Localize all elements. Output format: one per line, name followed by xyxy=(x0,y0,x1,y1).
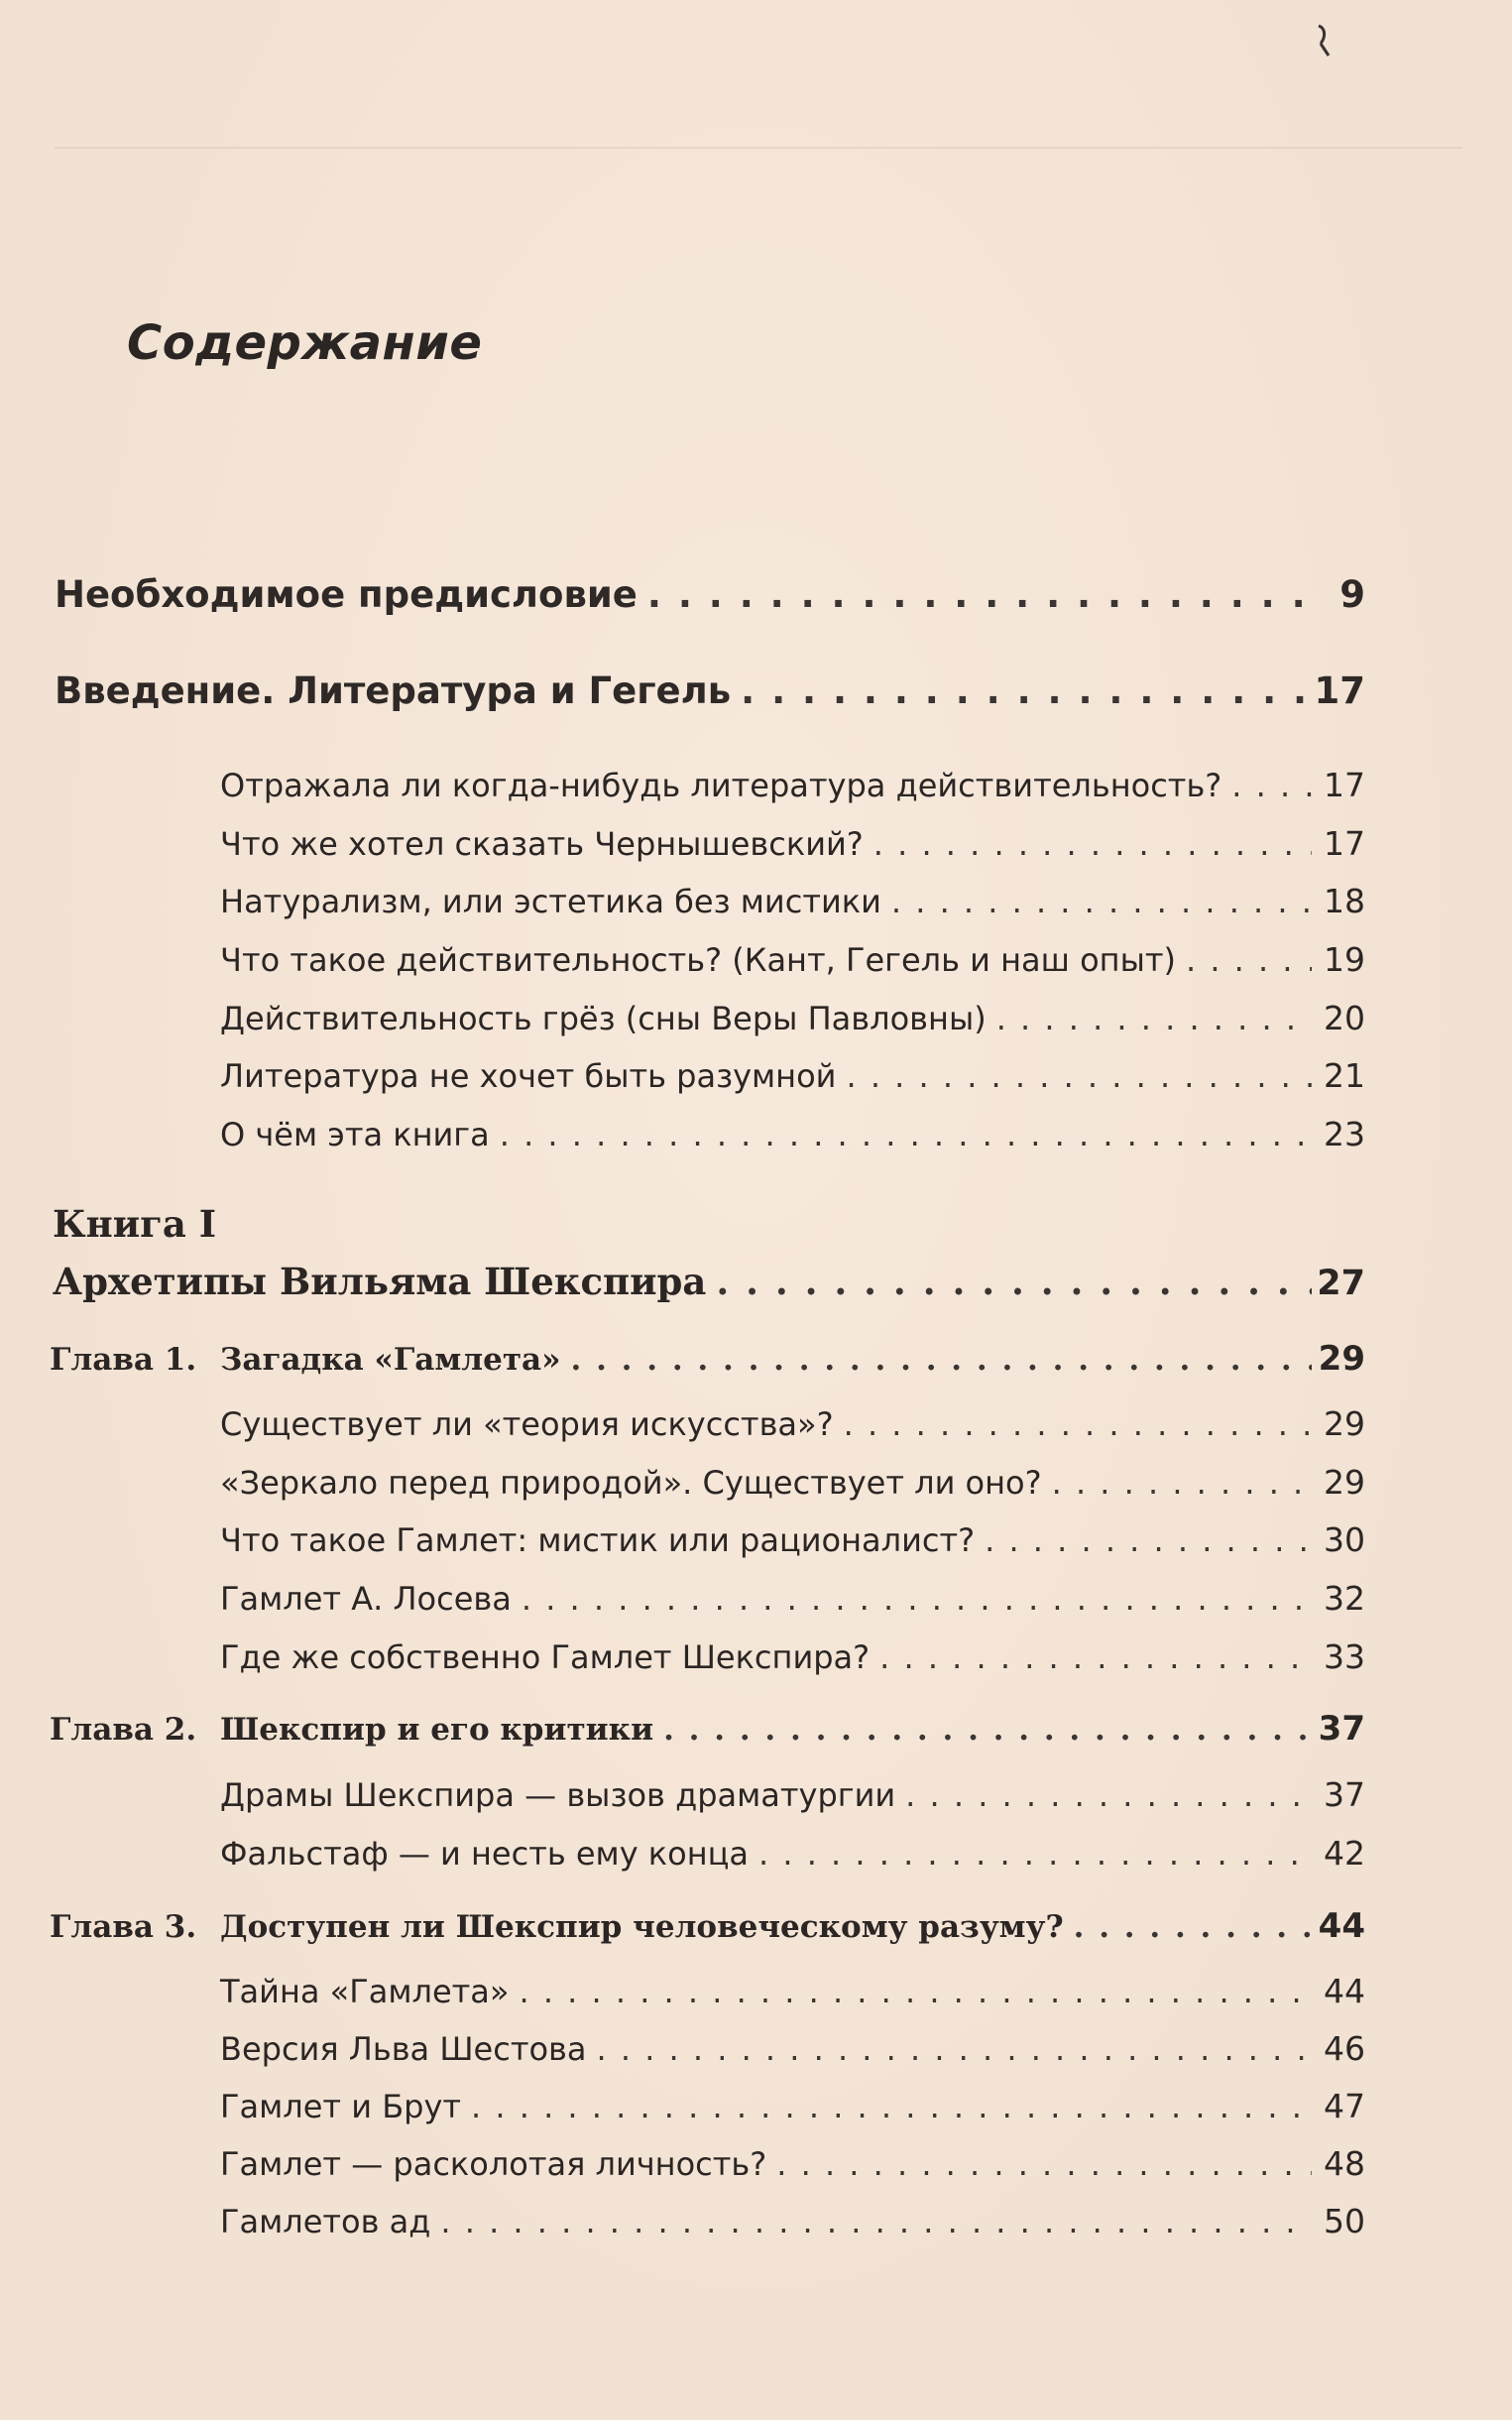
leader-dots xyxy=(647,573,1312,616)
toc-page-number: 9 xyxy=(1339,573,1365,616)
toc-subentry[interactable] xyxy=(220,2029,1365,2068)
toc-subentry[interactable] xyxy=(220,766,1365,804)
leader-dots xyxy=(571,1342,1313,1378)
toc-page-number: 50 xyxy=(1324,2202,1365,2240)
toc-page-number: 17 xyxy=(1324,824,1365,863)
leader-dots xyxy=(663,1712,1312,1748)
chapter-title: Шекспир и его критики xyxy=(220,1712,654,1748)
toc-page-number: 33 xyxy=(1324,1637,1365,1676)
toc-subentry[interactable] xyxy=(220,999,1365,1037)
toc-subentry[interactable] xyxy=(220,1579,1365,1618)
leader-dots xyxy=(985,1521,1312,1559)
toc-subentry[interactable] xyxy=(220,1056,1365,1095)
leader-dots xyxy=(844,1405,1312,1443)
leader-dots xyxy=(776,2145,1312,2183)
toc-page-number: 47 xyxy=(1324,2087,1365,2125)
book-label: Книга I xyxy=(53,1202,217,1246)
toc-page-number: 23 xyxy=(1324,1115,1365,1153)
toc-entry-book-title[interactable] xyxy=(53,1260,1365,1303)
chapter-title: Доступен ли Шекспир человеческому разуму? xyxy=(220,1909,1064,1945)
toc-page-number: 37 xyxy=(1324,1775,1365,1814)
toc-page-number: 29 xyxy=(1324,1463,1365,1502)
toc-entry-title: Существует ли «теория искусства»? xyxy=(220,1405,834,1443)
toc-entry-title: Гамлет — расколотая личность? xyxy=(220,2145,767,2183)
toc-entry-title: Введение. Литература и Гегель xyxy=(55,669,732,712)
toc-entry-title: Необходимое предисловие xyxy=(55,573,638,616)
toc-subentry[interactable] xyxy=(220,882,1365,920)
toc-page-number: 46 xyxy=(1324,2029,1365,2068)
toc-entry-title: Гамлет и Брут xyxy=(220,2088,462,2125)
toc-entry-title: Архетипы Вильяма Шекспира xyxy=(53,1260,707,1303)
toc-chapter[interactable] xyxy=(50,1339,1365,1379)
toc-entry-title: Отражала ли когда-нибудь литература действительность? xyxy=(220,767,1222,804)
toc-page-number: 21 xyxy=(1324,1056,1365,1095)
toc-entry-title: Натурализм, или эстетика без мистики xyxy=(220,883,881,920)
toc-entry-title: Гамлетов ад xyxy=(220,2203,431,2240)
toc-entry-title: Версия Льва Шестова xyxy=(220,2030,587,2068)
toc-entry-title: Драмы Шекспира — вызов драматургии xyxy=(220,1776,896,1814)
toc-entry-title: Фальстаф — и несть ему конца xyxy=(220,1835,750,1873)
leader-dots xyxy=(846,1057,1312,1095)
toc-page-number: 37 xyxy=(1318,1709,1365,1749)
toc-page-number: 44 xyxy=(1318,1906,1365,1946)
leader-dots xyxy=(716,1260,1312,1303)
toc-subentry[interactable] xyxy=(220,1834,1365,1873)
leader-dots xyxy=(879,1638,1312,1676)
chapter-title: Загадка «Гамлета» xyxy=(220,1342,561,1378)
leader-dots xyxy=(905,1776,1312,1814)
toc-subentry[interactable] xyxy=(220,1637,1365,1676)
toc-subentry[interactable] xyxy=(220,2087,1365,2125)
leader-dots xyxy=(471,2088,1312,2125)
page-title: Содержание xyxy=(127,315,483,371)
toc-page-number: 20 xyxy=(1324,999,1365,1037)
toc-page-number: 29 xyxy=(1318,1339,1365,1379)
toc-entry-title: Гамлет А. Лосева xyxy=(220,1580,512,1618)
toc-entry-title: «Зеркало перед природой». Существует ли оно? xyxy=(220,1464,1042,1502)
toc-entry-title: Действительность грёз (сны Веры Павловны) xyxy=(220,1000,987,1037)
toc-page-number: 17 xyxy=(1324,766,1365,804)
toc-entry-title: Литература не хочет быть разумной xyxy=(220,1057,837,1095)
leader-dots xyxy=(1052,1464,1312,1502)
toc-entry-introduction[interactable] xyxy=(55,669,1365,712)
toc-page-number: 29 xyxy=(1324,1404,1365,1443)
toc-subentry[interactable] xyxy=(220,2202,1365,2240)
leader-dots xyxy=(891,883,1312,920)
toc-entry-preface[interactable] xyxy=(55,573,1365,616)
leader-dots xyxy=(996,1000,1312,1037)
toc-page-number: 17 xyxy=(1314,669,1365,712)
chapter-label: Глава 1. xyxy=(50,1342,197,1378)
leader-dots xyxy=(440,2203,1312,2240)
toc-page-number: 44 xyxy=(1324,1972,1365,2010)
toc-subentry[interactable] xyxy=(220,940,1365,979)
leader-dots xyxy=(519,1973,1312,2010)
toc-subentry[interactable] xyxy=(220,1775,1365,1814)
toc-page-number: 32 xyxy=(1324,1579,1365,1618)
toc-subentry[interactable] xyxy=(220,1404,1365,1443)
leader-dots xyxy=(873,825,1312,863)
toc-page-number: 48 xyxy=(1324,2144,1365,2183)
toc-entry-title: Что такое действительность? (Кант, Гегель и наш опыт) xyxy=(220,941,1176,979)
chapter-label: Глава 3. xyxy=(50,1909,197,1945)
toc-page-number: 19 xyxy=(1324,940,1365,979)
toc-chapter[interactable] xyxy=(50,1709,1365,1749)
bleed-through-header-rule xyxy=(55,117,1462,149)
toc-subentry[interactable] xyxy=(220,2144,1365,2183)
toc-subentry[interactable] xyxy=(220,1972,1365,2010)
leader-dots xyxy=(741,669,1310,712)
leader-dots xyxy=(758,1835,1312,1873)
toc-subentry[interactable] xyxy=(220,1115,1365,1153)
leader-dots xyxy=(1186,941,1312,979)
toc-page-number: 18 xyxy=(1324,882,1365,920)
chapter-label: Глава 2. xyxy=(50,1712,197,1748)
toc-page-number: 27 xyxy=(1317,1264,1365,1303)
toc-page-number: 30 xyxy=(1324,1520,1365,1559)
ink-mark-icon xyxy=(1311,22,1333,58)
leader-dots xyxy=(1074,1909,1312,1945)
toc-subentry[interactable] xyxy=(220,1520,1365,1559)
toc-subentry[interactable] xyxy=(220,1463,1365,1502)
toc-entry-title: Тайна «Гамлета» xyxy=(220,1973,510,2010)
leader-dots xyxy=(500,1116,1312,1153)
toc-entry-title: Что же хотел сказать Чернышевский? xyxy=(220,825,864,863)
leader-dots xyxy=(597,2030,1312,2068)
leader-dots xyxy=(522,1580,1312,1618)
toc-subentry[interactable] xyxy=(220,824,1365,863)
toc-entry-title: О чём эта книга xyxy=(220,1116,490,1153)
leader-dots xyxy=(1231,767,1312,804)
toc-entry-title: Что такое Гамлет: мистик или рационалист? xyxy=(220,1521,976,1559)
toc-page-number: 42 xyxy=(1324,1834,1365,1873)
toc-entry-title: Где же собственно Гамлет Шекспира? xyxy=(220,1638,871,1676)
toc-chapter[interactable] xyxy=(50,1906,1365,1946)
